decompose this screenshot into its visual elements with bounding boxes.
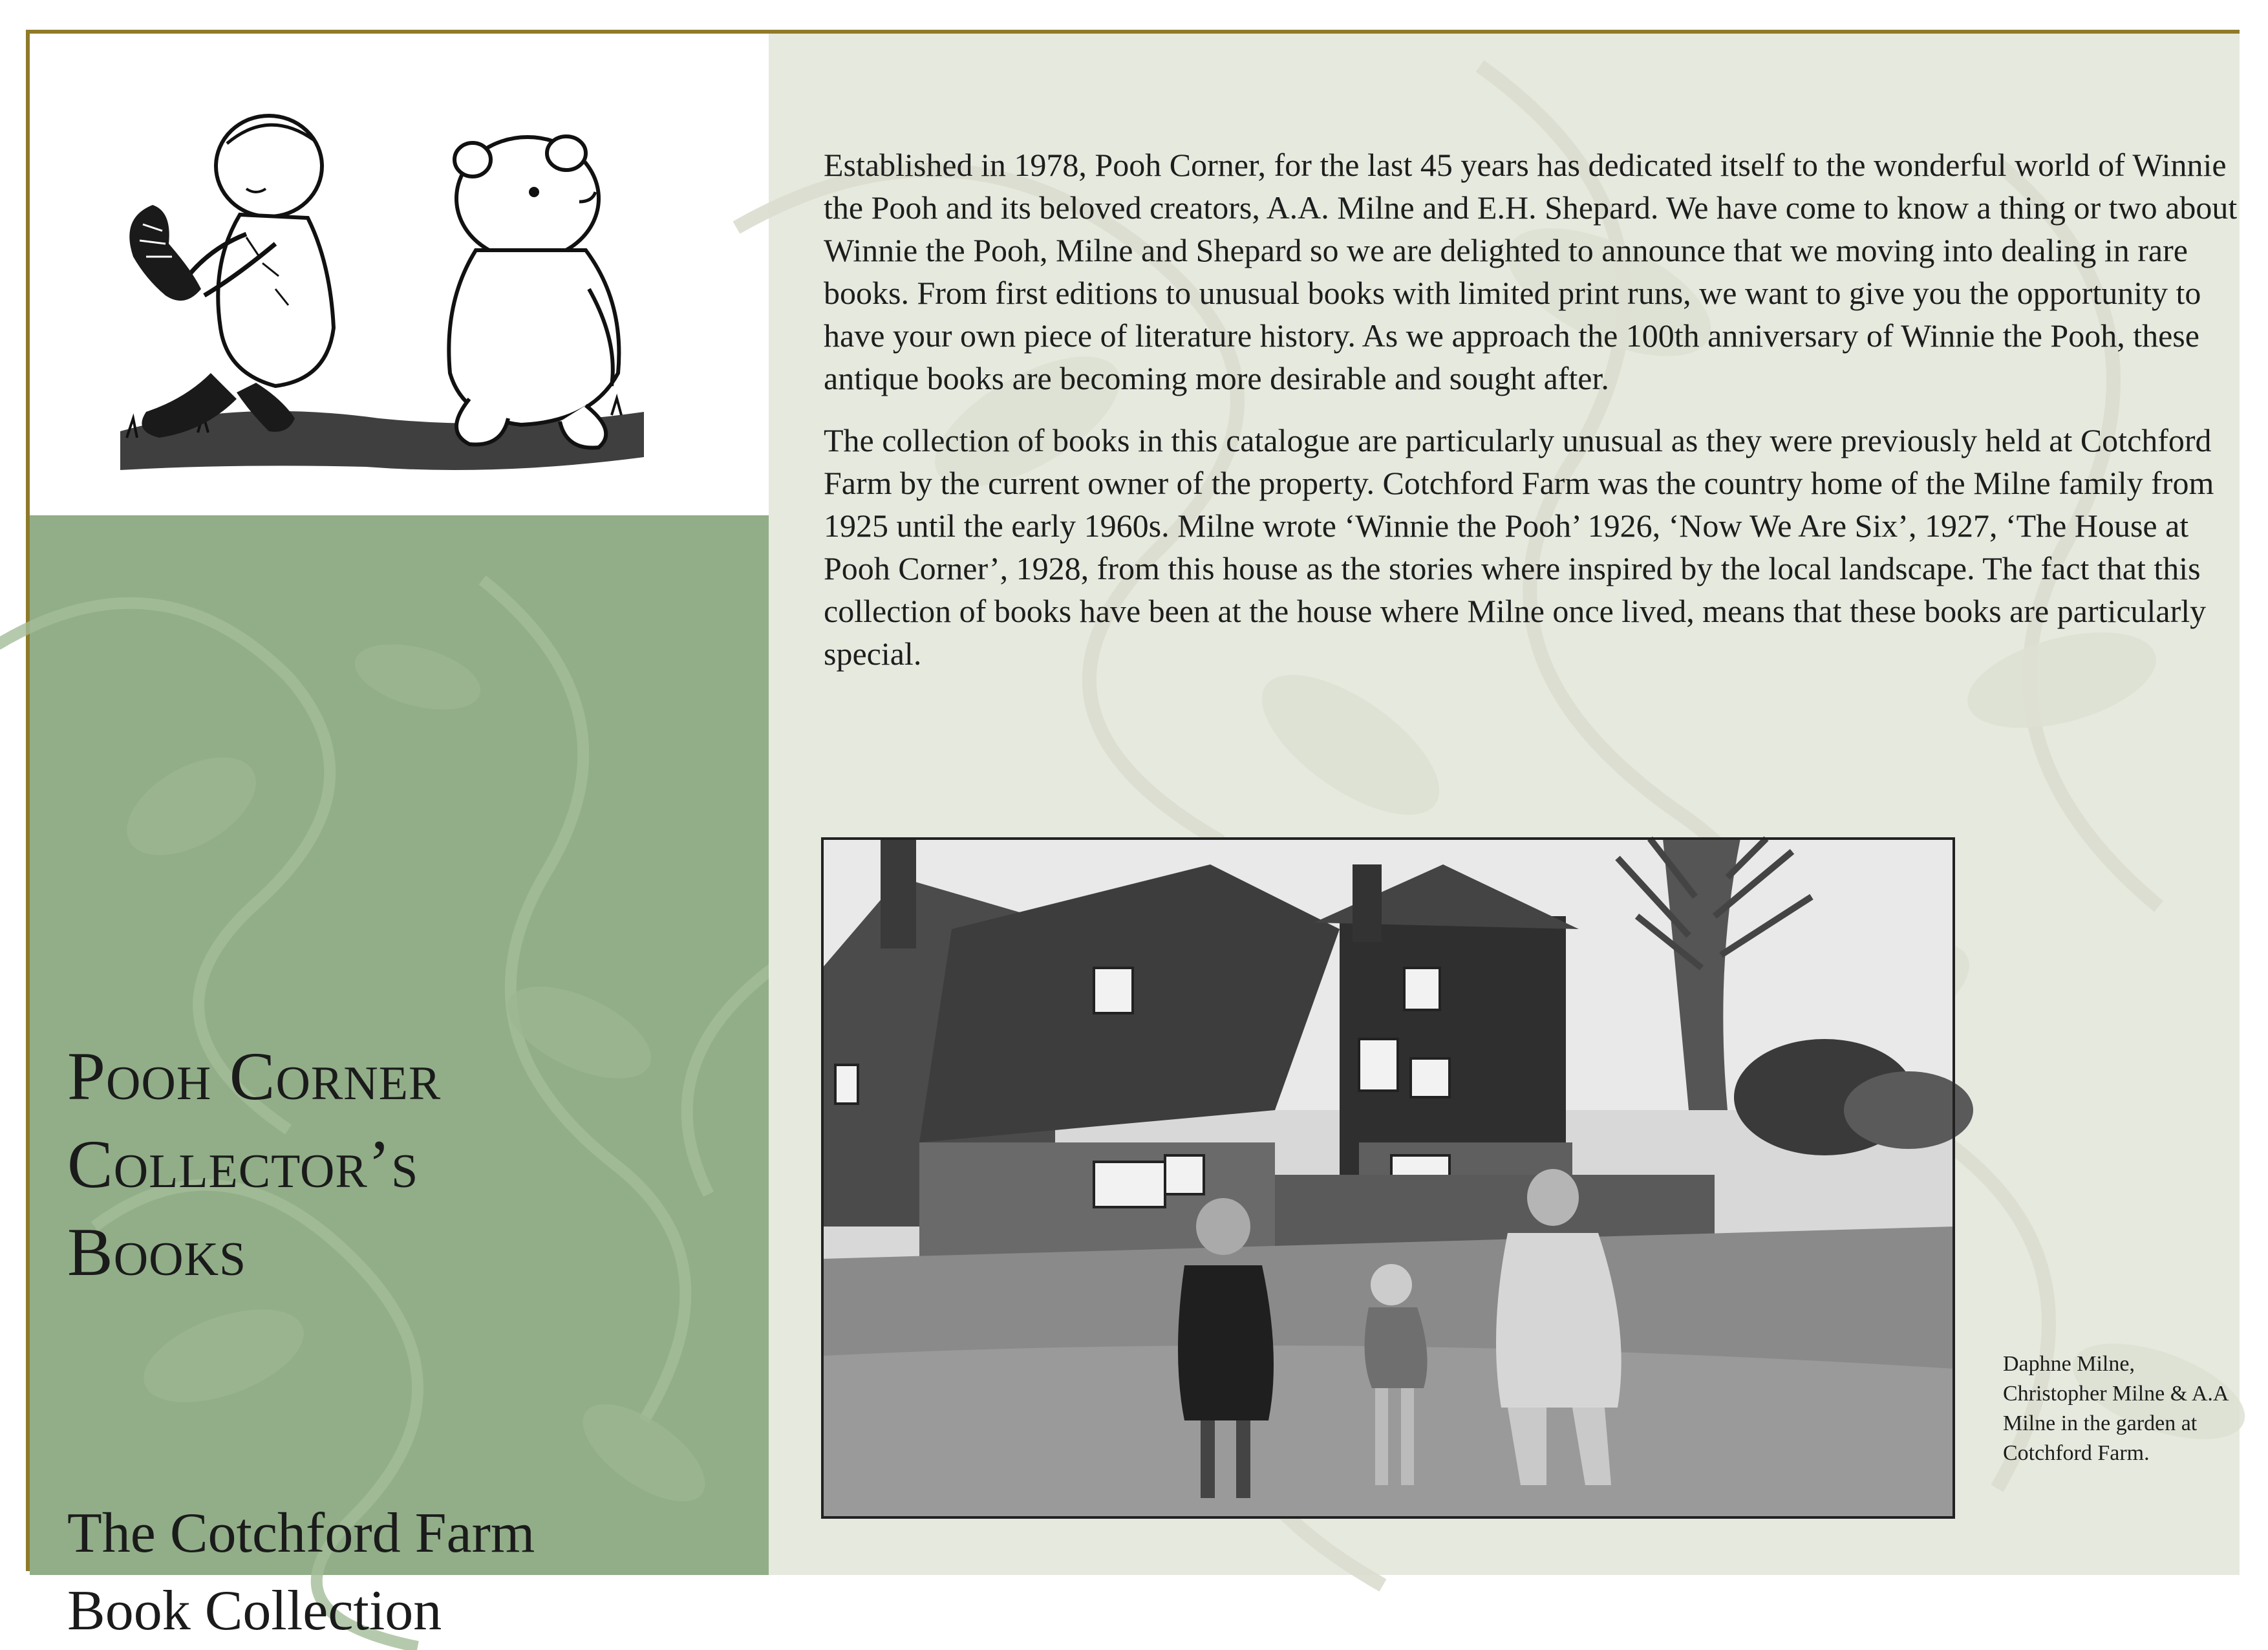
title-panel <box>30 515 769 1642</box>
page-subtitle <box>67 1495 753 1650</box>
title-line: Books <box>67 1214 247 1290</box>
intro-text <box>824 144 2240 694</box>
intro-paragraph-2: The collection of books in this catalogue are particularly unusual as they were previously held at Cotchford Farm by the current owner of the property. Cotchford Farm was the country home of the Milne family from 1925 until the early 1960s. Milne wrote ‘Winnie the Pooh’ 1926, ‘Now We Are Six’, 1927, ‘The House at Pooh Corner’, 1928, from this house as the stories where inspired by the local landscape. The fact that this collection of books have been at the house where Milne once lived, means that these books are particularly special. <box>824 422 2214 672</box>
page-title <box>67 1033 753 1296</box>
intro-paragraph-1: Established in 1978, Pooh Corner, for the last 45 years has dedicated itself to the wonderful world of Winnie the Pooh and its beloved creators, A.A. Milne and E.H. Shepard. We have come to know a thing or two about Winnie the Pooh, Milne and Shepard so we are delighted to announce that we moving into dealing in rare books. From first editions to unusual books with limited print runs, we want to give you the opportunity to have your own piece of literature history. As we approach the 100th anniversary of Winnie the Pooh, these antique books are becoming more desirable and sought after. <box>824 147 2238 396</box>
cotchford-farm-photo <box>822 839 1954 1517</box>
subtitle-line: Book Collection <box>67 1580 442 1642</box>
title-line: Collector’s <box>67 1126 419 1202</box>
photo-caption: Daphne Milne, Christopher Milne & A.A Milne in the garden at Cotchford Farm. <box>2003 1352 2228 1465</box>
christopher-robin-and-pooh-illustration <box>107 95 657 483</box>
illustration-panel <box>30 34 769 515</box>
page-frame <box>26 30 2240 1642</box>
title-line: Pooh Corner <box>67 1038 442 1114</box>
subtitle-line: The Cotchford Farm <box>67 1502 535 1565</box>
